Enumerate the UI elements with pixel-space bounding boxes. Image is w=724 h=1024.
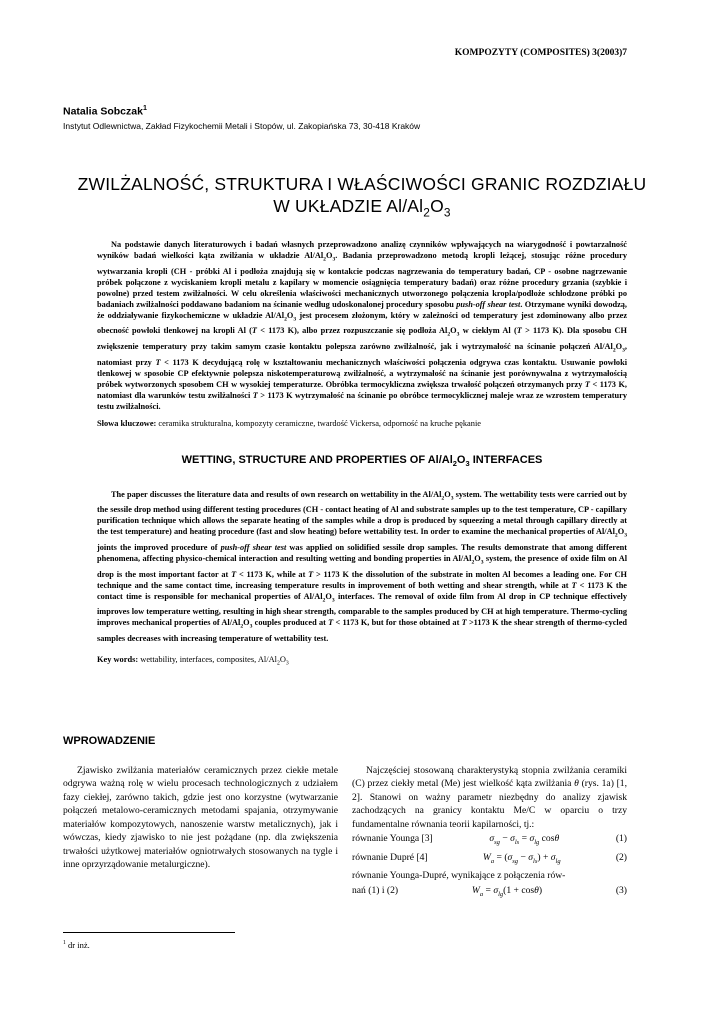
author-affiliation: Instytut Odlewnictwa, Zakład Fizykochemii Metali i Stopów, ul. Zakopiańska 73, 30-418 Kraków bbox=[63, 120, 421, 131]
footnote-text: $^1$ dr inż. bbox=[63, 939, 90, 950]
abstract-pl: Na podstawie danych literaturowych i badań własnych przeprowadzono analizę czynników wpływających na wiarygodność i powtarzalność wyników badań wielkości kąta zwilżania w układzie $Al/Al_2O_3$. Badania przeprowadzono metodą kropli leżącej, stosując różne procedury wytwarzania kropli (CH - próbki Al i podłoża znajdują się w kontakcie podczas nagrzewania do temperatury badań, CP - osobne nagrzewanie próbek połączone z wyciskaniem kropli metalu z kapilary w momencie osiągnięcia temperatury badań) oraz różne procedury grzania (szybkie i powolne) przed testem zwilżalności. W celu określenia właściwości mechanicznych utworzonego połączenia kropla/podłoże schłodzone próbki po badaniach zwilżalności poddawano badaniom na ścinanie według udoskonalonej procedury sposobu push-off shear test. Otrzymane wyniki dowodzą, że oddziaływanie fizykochemiczne w układzie $Al/Al_2O_3$ jest procesem złożonym, który w zależności od temperatury jest zdominowany albo przez obecność powłoki tlenkowej na kropli Al (T < 1173 K), albo przez rozpuszczanie się podłoża $Al_2O_3$ w ciekłym Al (T > 1173 K). Dla sposobu CH zwiększenie temperatury przy takim samym czasie kontaktu polepsza zarówno zwilżalność, jak i wytrzymałość na ścinanie połączeń $Al/Al_2O_3$, natomiast przy T < 1173 K decydującą rolę w kształtowaniu mechanicznych właściwości połączenia odgrywa czas kontaktu. Usuwanie powłoki tlenkowej w sposobie CP efektywnie polepsza niskotemperaturową zwilżalność, a wytrzymałość na ścinanie jest porównywalna z wytrzymałością próbek wytworzonych sposobem CH w wysokiej temperaturze. Obróbka termocykliczna zwiększa trwałość połączeń otrzymanych przy T < 1173 K, natomiast dla warunków testu zwilżalności T > 1173 K wytrzymałość na ścinanie po obróbce termocyklicznej maleje wraz ze wzrostem temperatury testu zwilżalności. bbox=[97, 240, 628, 411]
journal-header: KOMPOZYTY (COMPOSITES) 3(2003)7 bbox=[454, 48, 627, 58]
equation-3-label: nań (1) i (2) bbox=[352, 884, 399, 896]
equation-3-number: (3) bbox=[615, 884, 627, 896]
paper-title-pl-line1: ZWILŻALNOŚĆ, STRUKTURA I WŁAŚCIWOŚCI GRANIC ROZDZIAŁU bbox=[77, 173, 647, 194]
left-column bbox=[63, 764, 338, 901]
abstract-en: The paper discusses the literature data and results of own research on wettability in the $Al/Al_2O_3$ system. The wettability tests were carried out by the sessile drop method using different testing procedures (CH - contact heating of Al and substrate samples up to the test temperature, CP - capillary purification technique which allows the separate heating of the samples while a drop is produced by squeezing a metal through capillary directly at the test temperature) and heating procedure (fast and slow heating) before wettability test. In order to examine the mechanical properties of $Al/Al_2O_3$ joints the improved procedure of push-off shear test was applied on solidified sessile drop samples. The results demonstrate that among different phenomena, affecting physico-chemical interaction and resulting wetting and bonding properties in $Al/Al_2O_3$ system, the presence of oxide film on Al drop is the most important factor at T < 1173 K, while at T > 1173 K the dissolution of the substrate in molten Al becomes a leading one. For CH technique and the same contact time, increasing temperature results in improvement of both wetting and shear strength, while at T < 1173 K the contact time is responsible for mechanical properties of $Al/Al_2O_3$ interfaces. The removal of oxide film from Al drop in CP technique effectively improves low temperature wetting, resulting in high shear strength, comparable to the samples produced by CH at high temperature. Thermo-cycling improves mechanical properties of $Al/Al_2O_3$ couples produced at T < 1173 K, but for those obtained at T >1173 K the shear strength of thermo-cycled samples decreases with increasing temperature of wettability test. bbox=[97, 489, 628, 644]
equation-1-label: równanie Younga [3] bbox=[352, 833, 433, 845]
keywords-en-label: Key words: bbox=[97, 655, 139, 665]
keywords-pl bbox=[97, 418, 627, 429]
keywords-pl-label: Słowa kluczowe: bbox=[97, 418, 157, 428]
two-column-body bbox=[63, 764, 627, 901]
intro-right-paragraph: Najczęściej stosowaną charakterystyką stopnia zwilżania ceramiki (C) przez ciekły metal (Me) jest wielkość kąta zwilżania θ (rys. 1a) [1, 2]. Stanowi on ważny parametr niezbędny do analizy zjawisk zachodzących na granicy kontaktu Me/C w oparciu o trzy fundamentalne równania teorii kapilarności, tj.: bbox=[352, 764, 628, 830]
keywords-en bbox=[97, 654, 627, 670]
paper-title-pl-line2: W UKŁADZIE $Al/Al_2O_3$ bbox=[273, 195, 451, 219]
equation-2-number: (2) bbox=[615, 851, 627, 863]
equation-row-1 bbox=[352, 832, 627, 849]
equation-1-number: (1) bbox=[615, 833, 627, 845]
author-block bbox=[63, 102, 627, 132]
equation-1-formula: $\sigma_{sg} - \sigma_{ls} = \sigma_{lg}$ cosθ bbox=[489, 833, 560, 847]
paper-title-en: WETTING, STRUCTURE AND PROPERTIES OF $Al/Al_2O_3$ INTERFACES bbox=[181, 453, 543, 468]
equation-row-3 bbox=[352, 884, 627, 901]
keywords-pl-text: ceramika strukturalna, kompozyty ceramiczne, twardość Vickersa, odporność na kruche pękanie bbox=[158, 418, 482, 428]
author-name: Natalia Sobczak$^1$ bbox=[63, 104, 147, 118]
footnote-rule bbox=[63, 932, 235, 933]
intro-left-paragraph: Zjawisko zwilżania materiałów ceramicznych przez ciekłe metale odgrywa ważną rolę w wielu procesach technologicznych z udziałem fazy ciekłej, zarówno takich, gdzie jest ono korzystne (wytwarzanie połączeń metalowo-ceramicznych metodami spajania, otrzymywanie materiałów kompozytowych, nanoszenie warstw metalicznych), jak i wówczas, kiedy zjawisko to nie jest pożądane (np. dla zwiększenia trwałości użytkowej materiałów ogniotrwałych stosowanych na tygle i inne oprzyrządowanie metalurgiczne). bbox=[63, 764, 338, 871]
paper-title-pl bbox=[0, 173, 724, 224]
equation-3-intro-line: równanie Younga-Dupré, wynikające z połączenia rów- bbox=[352, 870, 566, 882]
equation-2-formula: $W_a = (\sigma_{sg} - \sigma_{ls}) + \sigma_{lg}$ bbox=[482, 851, 561, 865]
section-heading-wprowadzenie: WPROWADZENIE bbox=[63, 734, 156, 747]
equation-2-label: równanie Dupré [4] bbox=[352, 851, 428, 863]
equation-3-formula: $W_a = \sigma_{lg}(1 + \cos\theta)$ bbox=[471, 884, 543, 898]
equation-row-2 bbox=[352, 851, 627, 868]
right-column bbox=[352, 764, 627, 901]
keywords-en-text: wettability, interfaces, composites, $Al/Al_2O_3$ bbox=[140, 655, 289, 667]
